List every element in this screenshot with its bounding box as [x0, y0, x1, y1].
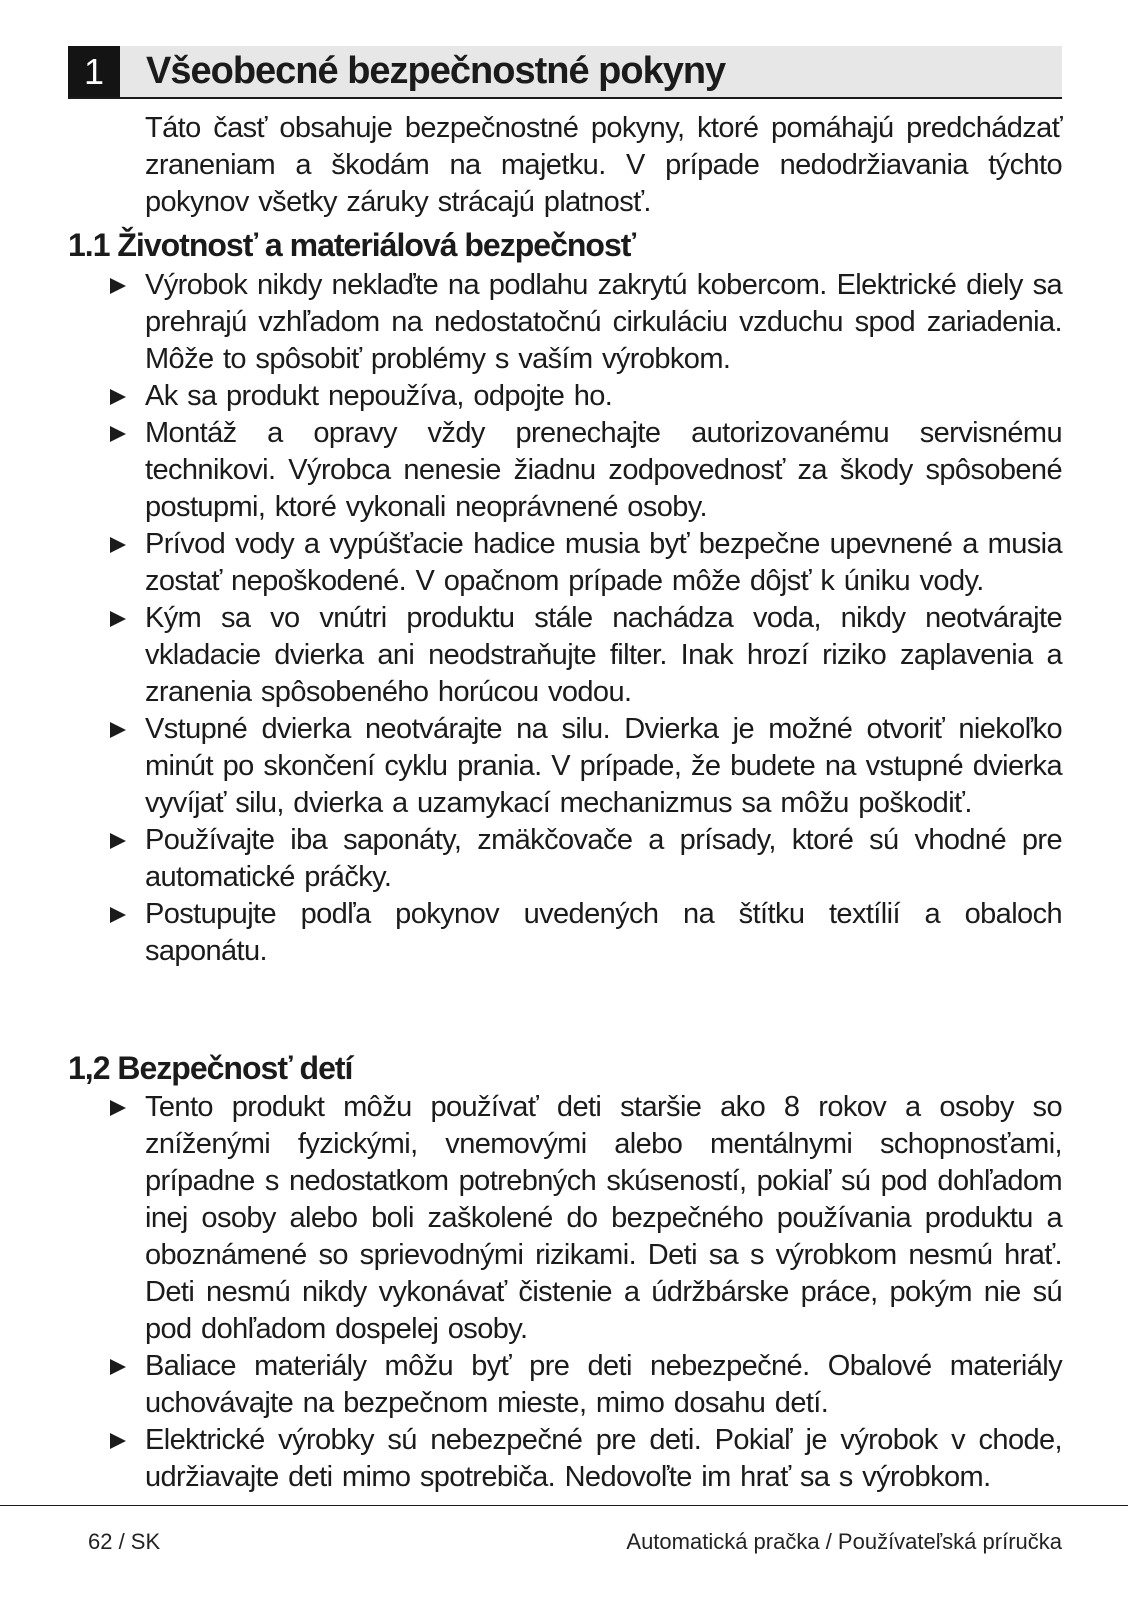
list-item — [0, 526, 1062, 600]
list-item-text: Elektrické výrobky sú nebezpečné pre deti. Pokiaľ je výrobok v chode, udržiavajte deti mimo spotrebiča. Nedovoľte im hrať sa s výrobkom. — [145, 1424, 1062, 1493]
list-item-text: Montáž a opravy vždy prenechajte autorizovanému servisnému technikovi. Výrobca nenesie žiadnu zodpovednosť za škody spôsobené postupmi, ktoré vykonali neoprávnené osoby. — [145, 417, 1062, 523]
list-item — [0, 600, 1062, 711]
section-lifetime-safety-list — [0, 267, 1062, 970]
bullet-arrow-icon — [110, 833, 126, 849]
list-item-text: Používajte iba saponáty, zmäkčovače a prísady, ktoré sú vhodné pre automatické práčky. — [145, 824, 1062, 893]
list-item — [0, 267, 1062, 378]
list-item-text: Výrobok nikdy neklaďte na podlahu zakrytú kobercom. Elektrické diely sa prehrajú vzhľadom na nedostatočnú cirkuláciu vzduchu spod zariadenia. Môže to spôsobiť problémy s vaším výrobkom. — [145, 269, 1062, 375]
list-item-text: Vstupné dvierka neotvárajte na silu. Dvierka je možné otvoriť niekoľko minút po skončení cyklu prania. V prípade, že budete na vstupné dvierka vyvíjať silu, dvierka a uzamykací mechanizmus sa môžu poškodiť. — [145, 713, 1062, 819]
section-child-safety-list — [0, 1089, 1062, 1496]
list-item-text: Kým sa vo vnútri produktu stále nachádza voda, nikdy neotvárajte vkladacie dvierka ani neodstraňujte filter. Inak hrozí riziko zaplavenia a zranenia spôsobeného horúcou vodou. — [145, 602, 1062, 708]
list-item — [0, 822, 1062, 896]
chapter-header — [68, 46, 1062, 99]
chapter-title: Všeobecné bezpečnostné pokyny — [146, 50, 726, 92]
section-title-child-safety: 1,2 Bezpečnosť detí — [68, 1050, 353, 1086]
bullet-arrow-icon — [110, 907, 126, 923]
bullet-arrow-icon — [110, 1433, 126, 1449]
list-item — [0, 896, 1062, 970]
section-title-lifetime-safety: 1.1 Životnosť a materiálová bezpečnosť — [68, 227, 636, 263]
bullet-arrow-icon — [110, 389, 126, 405]
bullet-arrow-icon — [110, 722, 126, 738]
bullet-arrow-icon — [110, 278, 126, 294]
bullet-arrow-icon — [110, 426, 126, 442]
list-item — [0, 415, 1062, 526]
list-item-text: Tento produkt môžu používať deti staršie ako 8 rokov a osoby so zníženými fyzickými, vnemovými alebo mentálnymi schopnosťami, prípadne s nedostatkom potrebných skúseností, pokiaľ sú pod dohľadom inej osoby alebo boli zaškolené do bezpečného používania produktu a oboznámené so sprievodnými rizikami. Deti sa s výrobkom nesmú hrať. Deti nesmú nikdy vykonávať čistenie a údržbárske práce, pokým nie sú pod dohľadom dospelej osoby. — [145, 1091, 1062, 1345]
bullet-arrow-icon — [110, 1359, 126, 1375]
list-item-text: Ak sa produkt nepoužíva, odpojte ho. — [145, 380, 613, 412]
list-item — [0, 378, 1062, 415]
chapter-intro: Táto časť obsahuje bezpečnostné pokyny, ktoré pomáhajú predchádzať zraneniam a škodám na majetku. V prípade nedodržiavania týchto pokynov všetky záruky strácajú platnosť. — [145, 112, 1062, 218]
list-item-text: Postupujte podľa pokynov uvedených na štítku textílií a obaloch saponátu. — [145, 898, 1062, 967]
bullet-arrow-icon — [110, 537, 126, 553]
bullet-arrow-icon — [110, 611, 126, 627]
list-item — [0, 1089, 1062, 1348]
list-item — [0, 1348, 1062, 1422]
list-item — [0, 711, 1062, 822]
chapter-number: 1 — [68, 46, 120, 97]
list-item — [0, 1422, 1062, 1496]
footer-document-title: Automatická pračka / Používateľská príručka — [626, 1529, 1062, 1554]
page-number: 62 / SK — [88, 1529, 161, 1554]
list-item-text: Prívod vody a vypúšťacie hadice musia byť bezpečne upevnené a musia zostať nepoškodené. V opačnom prípade môže dôjsť k úniku vody. — [145, 528, 1062, 597]
bullet-arrow-icon — [110, 1100, 126, 1116]
list-item-text: Baliace materiály môžu byť pre deti nebezpečné. Obalové materiály uchovávajte na bezpečnom mieste, mimo dosahu detí. — [145, 1350, 1062, 1419]
footer-divider — [0, 1505, 1128, 1506]
